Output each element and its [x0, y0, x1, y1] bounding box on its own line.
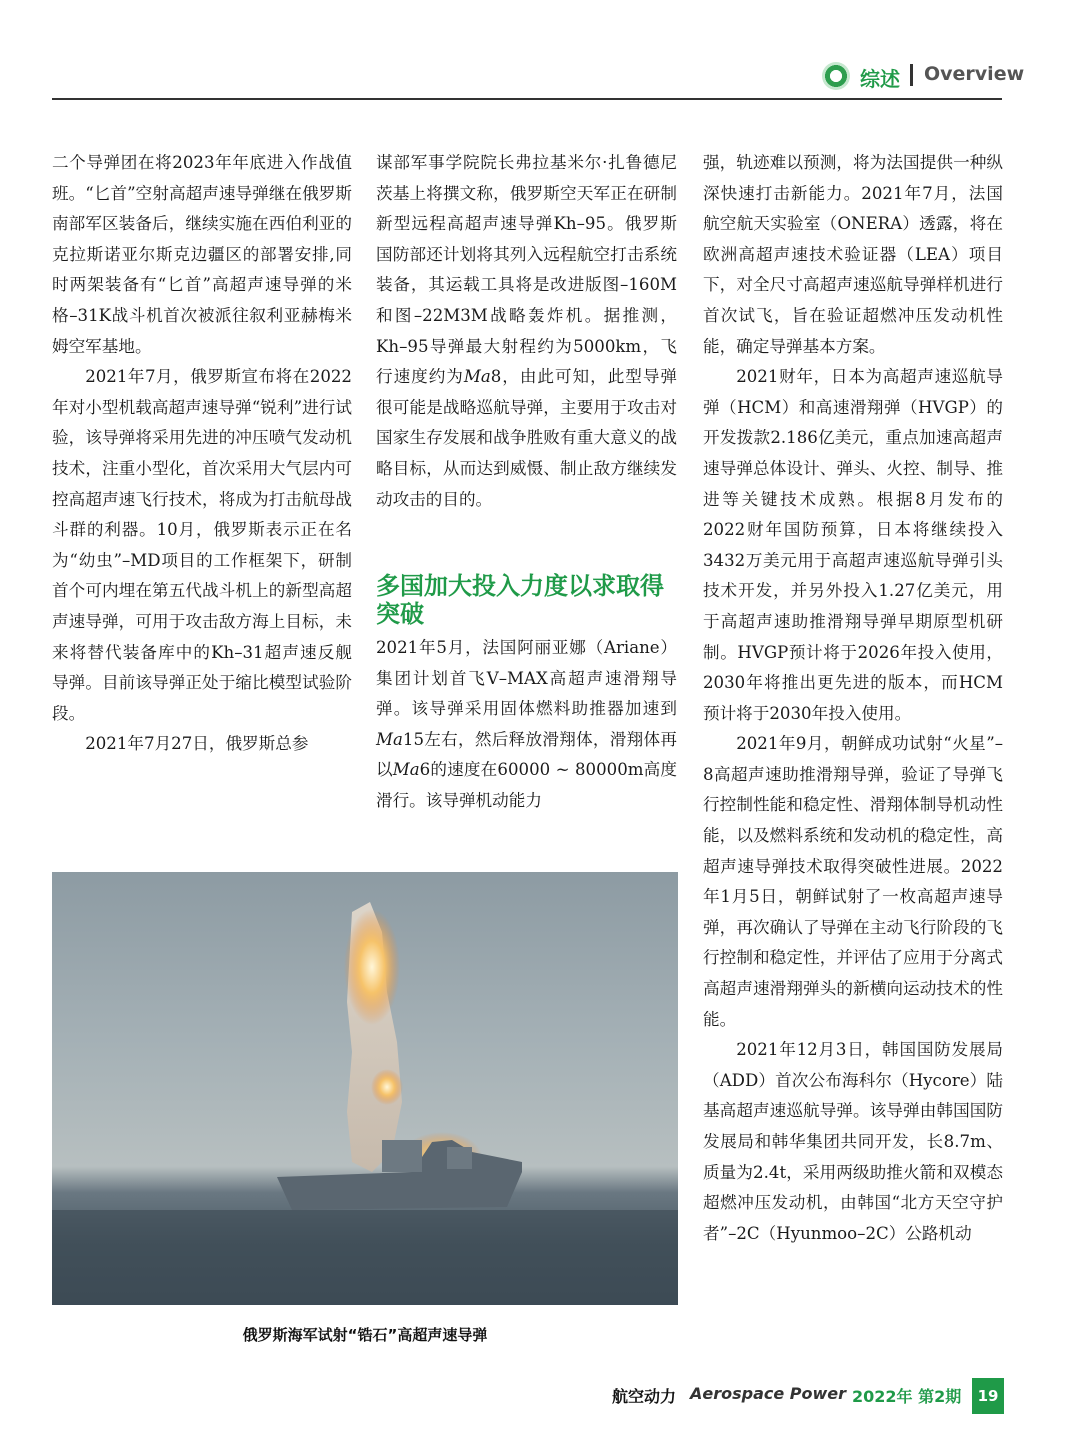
circle-emblem-icon — [822, 62, 850, 90]
photo-illustration — [52, 872, 678, 1305]
page-number: 19 — [972, 1378, 1004, 1414]
paragraph: 2021财年，日本为高超声速巡航导弹（HCM）和高速滑翔弹（HVGP）的开发拨款2.186亿美元，重点加速高超声速导弹总体设计、弹头、火控、制导、推进等关键技术成熟。根据8月发布的2022财年国防预算，日本将继续投入3432万美元用于高超声速巡航导弹引头技术开发，并另外投入1.27亿美元，用于高超声速助推滑翔导弹早期原型机研制。HVGP预计将于2026年投入使用，2030年将推出更先进的版本，而HCM预计将于2030年投入使用。 — [703, 367, 1003, 723]
paragraph: 强，轨迹难以预测，将为法国提供一种纵深快速打击新能力。2021年7月，法国航空航天实验室（ONERA）透露，将在欧洲高超声速技术验证器（LEA）项目下，对全尺寸高超声速巡航导弹样机进行首次试飞，旨在验证超燃冲压发动机性能，确定导弹基本方案。 — [703, 153, 1003, 356]
paragraph: 2021年5月，法国阿丽亚娜（Ariane）集团计划首飞V–MAX高超声速滑翔导弹。该导弹采用固体燃料助推器加速到Ma15左右，然后释放滑翔体，滑翔体再以Ma6的速度在60000 ~ 80000m高度滑行。该导弹机动能力 — [376, 638, 678, 810]
column-2 — [376, 148, 677, 515]
column-1 — [52, 148, 352, 760]
column-2-continued — [376, 633, 677, 817]
header-separator — [910, 64, 913, 86]
section-heading: 多国加大投入力度以求取得突破 — [376, 572, 664, 628]
footer-magazine-cn: 航空动力 — [612, 1387, 677, 1406]
column-3 — [703, 148, 1003, 1249]
paragraph: 谋部军事学院院长弗拉基米尔·扎鲁德尼茨基上将撰文称，俄罗斯空天军正在研制新型远程高超声速导弹Kh–95。俄罗斯国防部还计划将其列入远程航空打击系统装备，其运载工具将是改进版图–160M和图–22M3M战略轰炸机。据推测，Kh–95导弹最大射程约为5000km，飞行速度约为Ma8，由此可知，此型导弹很可能是战略巡航导弹，主要用于攻击对国家生存发展和战争胜败有重大意义的战略目标，从而达到威慑、制止敌方继续发动攻击的目的。 — [376, 153, 678, 509]
paragraph: 2021年12月3日，韩国国防发展局（ADD）首次公布海科尔（Hycore）陆基高超声速巡航导弹。该导弹由韩国国防发展局和韩华集团共同开发，长8.7m、质量为2.4t，采用两级助推火箭和双模态超燃冲压发动机，由韩国“北方天空守护者”–2C（Hyunmoo–2C）公路机动 — [703, 1040, 1003, 1243]
section-title-en: Overview — [924, 63, 1025, 85]
figure-caption: 俄罗斯海军试射“锆石”高超声速导弹 — [242, 1326, 488, 1344]
header-rule — [52, 98, 1002, 100]
paragraph: 2021年7月27日，俄罗斯总参 — [85, 734, 309, 754]
missile-launch-photo — [52, 872, 678, 1305]
paragraph: 2021年7月，俄罗斯宣布将在2022年对小型机载高超声速导弹“锐利”进行试验，该导弹将采用先进的冲压喷气发动机技术，注重小型化，首次采用大气层内可控高超声速飞行技术，将成为打击航母战斗群的利器。10月，俄罗斯表示正在名为“幼虫”–MD项目的工作框架下，研制首个可内埋在第五代战斗机上的新型高超声速导弹，可用于攻击敌方海上目标，未来将替代装备库中的Kh–31超声速反舰导弹。目前该导弹正处于缩比模型试验阶段。 — [52, 367, 352, 723]
paragraph: 2021年9月，朝鲜成功试射“火星”–8高超声速助推滑翔导弹，验证了导弹飞行控制性能和稳定性、滑翔体制导机动性能，以及燃料系统和发动机的稳定性，高超声速导弹技术取得突破性进展。2022年1月5日，朝鲜试射了一枚高超声速导弹，再次确认了导弹在主动飞行阶段的飞行控制和稳定性，并评估了应用于分离式高超声速滑翔弹头的新横向运动技术的性能。 — [703, 734, 1003, 1029]
section-title-cn: 综述 — [860, 67, 900, 91]
paragraph: 二个导弹团在将2023年年底进入作战值班。“匕首”空射高超声速导弹继在俄罗斯南部军区装备后，继续实施在西伯利亚的克拉斯诺亚尔斯克边疆区的部署安排,同时两架装备有“匕首”高超声速导弹的米格–31K战斗机首次被派往叙利亚赫梅米姆空军基地。 — [52, 153, 352, 356]
footer-magazine-en: Aerospace Power — [690, 1384, 847, 1403]
footer-issue: 2022年 第2期 — [852, 1387, 962, 1406]
page-header — [0, 58, 1076, 98]
